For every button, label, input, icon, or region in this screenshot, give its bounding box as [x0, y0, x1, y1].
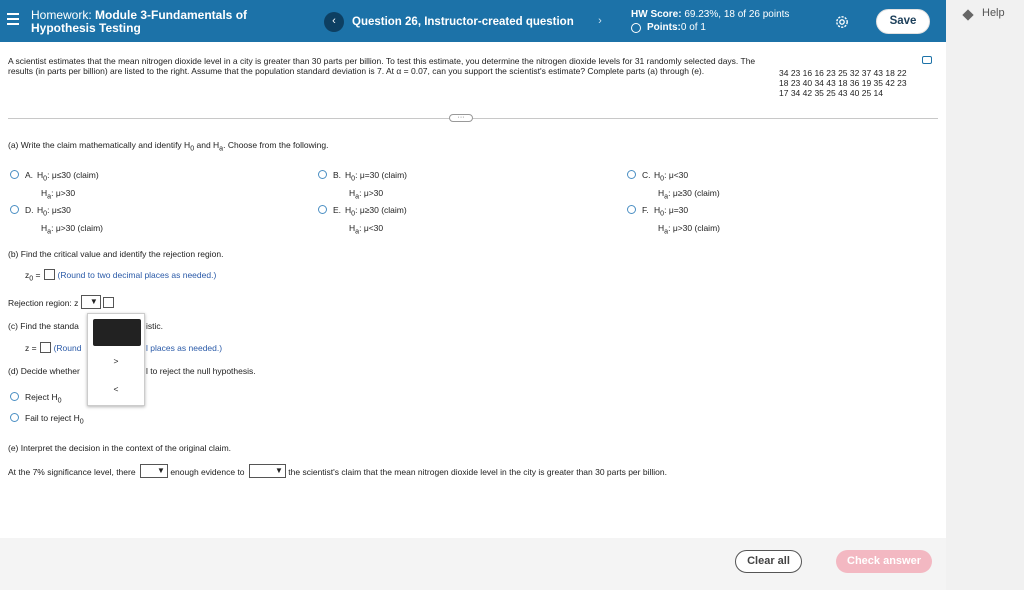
part-d-prompt-right: l to reject the null hypothesis. [146, 366, 256, 376]
h0-label: H [654, 170, 661, 180]
part-d-prompt-left: (d) Decide whether [8, 366, 80, 376]
part-e-sentence [8, 464, 667, 478]
colon: : [664, 170, 669, 180]
part-c-prompt-right: istic. [146, 321, 163, 331]
dropdown-option-less[interactable]: < [113, 384, 119, 394]
colon: : [51, 187, 56, 198]
sub-a: a [47, 227, 52, 236]
sub-zero: 0 [190, 144, 195, 153]
radio-d[interactable] [10, 205, 19, 214]
option-h0: μ<30 [668, 170, 689, 180]
h0-label: H [345, 170, 352, 180]
radio-f[interactable] [627, 205, 636, 214]
inequality-dropdown-menu [87, 313, 145, 406]
h0-label: H [345, 205, 352, 215]
points-label: Points: [647, 22, 681, 33]
ha-label: H [658, 222, 665, 233]
colon: : [668, 222, 673, 233]
z0-label: z [25, 270, 30, 280]
option-ha: μ>30 [363, 187, 384, 198]
points-ring-icon [631, 23, 641, 33]
option-letter: F. [642, 205, 649, 215]
part-a-prompt-mid: and H [194, 140, 220, 150]
right-sidebar [946, 0, 1024, 590]
option-h0: μ=30 (claim) [359, 170, 407, 180]
homework-title-line2: Hypothesis Testing [31, 21, 141, 35]
colon: : [47, 170, 52, 180]
question-title[interactable]: Question 26, Instructor-created question [352, 16, 574, 28]
radio-c[interactable] [627, 170, 636, 179]
z0-input[interactable] [44, 269, 55, 280]
gear-icon[interactable] [834, 14, 850, 30]
option-h0: μ≤30 [51, 205, 71, 215]
round-hint-left: (Round [53, 343, 82, 353]
colon: : [355, 205, 360, 215]
ha-label: H [349, 222, 356, 233]
option-ha: μ>30 (claim) [55, 222, 103, 233]
h0-label: H [37, 170, 44, 180]
colon: : [47, 205, 52, 215]
footer-bar [0, 538, 946, 590]
fail-to-reject-option[interactable] [10, 413, 84, 426]
h0-label: H [37, 205, 44, 215]
colon: : [664, 205, 669, 215]
sub-a: a [664, 227, 669, 236]
sub-zero: 0 [43, 209, 48, 218]
option-h0: μ≤30 (claim) [51, 170, 99, 180]
option-h0: μ=30 [668, 205, 689, 215]
rejection-label: Rejection region: z [8, 298, 79, 308]
sub-zero: 0 [660, 209, 665, 218]
data-table [779, 68, 939, 98]
dropdown-blank-option[interactable] [93, 319, 141, 346]
option-letter: D. [25, 205, 34, 215]
sub-a: a [47, 192, 52, 201]
clear-all-button[interactable]: Clear all [735, 550, 802, 573]
sentence-mid: enough evidence to [170, 467, 245, 477]
data-table-icon[interactable] [922, 56, 932, 64]
option-c[interactable] [627, 168, 720, 203]
reject-label: Reject H [25, 392, 58, 402]
sub-zero: 0 [660, 174, 665, 183]
part-e-prompt: (e) Interpret the decision in the context of the original claim. [8, 443, 232, 453]
radio-a[interactable] [10, 170, 19, 179]
radio-b[interactable] [318, 170, 327, 179]
option-ha: μ<30 [363, 222, 384, 233]
z-row [25, 342, 81, 353]
data-row: 17 34 42 35 25 43 40 25 14 [779, 88, 883, 98]
homework-title-bold: Module 3-Fundamentals of [95, 8, 248, 22]
chevron-down-icon: ▼ [89, 297, 98, 306]
colon: : [359, 187, 364, 198]
part-c-prompt-left: (c) Find the standa [8, 321, 79, 331]
chevron-down-icon: ▼ [157, 466, 165, 475]
chevron-left-icon[interactable]: ‹ [324, 12, 344, 32]
z0-row [25, 269, 216, 283]
homework-prefix: Homework: [31, 8, 96, 22]
check-answer-button[interactable]: Check answer [836, 550, 932, 573]
save-button[interactable]: Save [876, 9, 930, 34]
dropdown-option-greater[interactable]: > [113, 356, 119, 366]
sub-a: a [355, 227, 360, 236]
chevron-right-icon[interactable]: › [598, 15, 602, 27]
rejection-input[interactable] [103, 297, 114, 308]
radio-reject[interactable] [10, 392, 19, 401]
inequality-dropdown[interactable] [81, 295, 101, 309]
ha-label: H [41, 222, 48, 233]
ha-label: H [658, 187, 665, 198]
sub-a: a [664, 192, 669, 201]
option-letter: E. [333, 205, 342, 215]
radio-fail-to-reject[interactable] [10, 413, 19, 422]
reject-option[interactable] [10, 392, 62, 405]
sub-zero: 0 [43, 174, 48, 183]
sub-a: a [219, 144, 224, 153]
support-dropdown[interactable] [249, 464, 286, 478]
data-row: 34 23 16 16 23 25 32 37 43 18 22 [779, 68, 907, 78]
sentence-post: the scientist's claim that the mean nitrogen dioxide level in the city is greater than 30 parts per billion. [288, 467, 667, 477]
equals: = [33, 270, 41, 280]
sub-zero: 0 [351, 174, 356, 183]
option-b[interactable] [318, 168, 407, 203]
z-label: z = [25, 343, 37, 353]
hw-score [631, 9, 789, 34]
round-hint-right: l places as needed.) [146, 343, 223, 353]
sub-a: a [355, 192, 360, 201]
option-ha: μ≥30 (claim) [672, 187, 720, 198]
homework-title [31, 9, 321, 35]
option-e[interactable] [318, 203, 407, 238]
data-row: 18 23 40 34 43 18 36 19 35 42 23 [779, 78, 907, 88]
rejection-row [8, 295, 117, 309]
option-f[interactable] [627, 203, 720, 238]
chevron-down-icon: ▼ [274, 466, 283, 475]
sub-zero: 0 [29, 274, 34, 283]
option-letter: A. [25, 170, 34, 180]
sub-zero: 0 [57, 396, 62, 405]
option-h0: μ≥30 (claim) [359, 205, 407, 215]
fail-to-reject-label: Fail to reject H [25, 413, 80, 423]
divider-handle[interactable]: ··· [449, 114, 473, 122]
part-b-prompt: (b) Find the critical value and identify the rejection region. [8, 249, 224, 259]
option-letter: B. [333, 170, 342, 180]
sentence-pre: At the 7% significance level, there [8, 467, 136, 477]
option-ha: μ>30 (claim) [672, 222, 720, 233]
top-bar [0, 0, 946, 42]
points-value: 0 of 1 [680, 22, 706, 33]
part-a-prompt [8, 140, 328, 153]
colon: : [355, 170, 360, 180]
ha-label: H [349, 187, 356, 198]
evidence-dropdown[interactable] [140, 464, 168, 478]
part-a-prompt-post: . Choose from the following. [223, 140, 329, 150]
round-hint: (Round to two decimal places as needed.) [57, 270, 217, 280]
colon: : [51, 222, 56, 233]
radio-e[interactable] [318, 205, 327, 214]
h0-label: H [654, 205, 661, 215]
ha-label: H [41, 187, 48, 198]
help-link[interactable]: Help [982, 7, 1005, 19]
sub-zero: 0 [351, 209, 356, 218]
problem-statement: A scientist estimates that the mean nitrogen dioxide level in a city is greater than 30 parts per billion. To test this estimate, you determine the nitrogen dioxide levels for 31 randomly selected days. The results (in parts per billion) are listed to the right. Assume that the population standard deviation is 7. At α = 0.07, can you support the scientist's estimate? Complete parts (a) through (e). [8, 56, 756, 76]
z-input[interactable] [40, 342, 51, 353]
menu-icon[interactable] [7, 13, 19, 25]
score-label: HW Score: [631, 9, 685, 20]
colon: : [668, 187, 673, 198]
option-d[interactable] [10, 203, 103, 238]
option-a[interactable] [10, 168, 99, 203]
option-ha: μ>30 [55, 187, 76, 198]
colon: : [359, 222, 364, 233]
option-letter: C. [642, 170, 651, 180]
section-divider [8, 118, 938, 119]
part-a-prompt-pre: (a) Write the claim mathematically and identify H [8, 140, 191, 150]
sub-zero: 0 [79, 417, 84, 426]
score-value: 69.23%, 18 of 26 points [684, 9, 790, 20]
